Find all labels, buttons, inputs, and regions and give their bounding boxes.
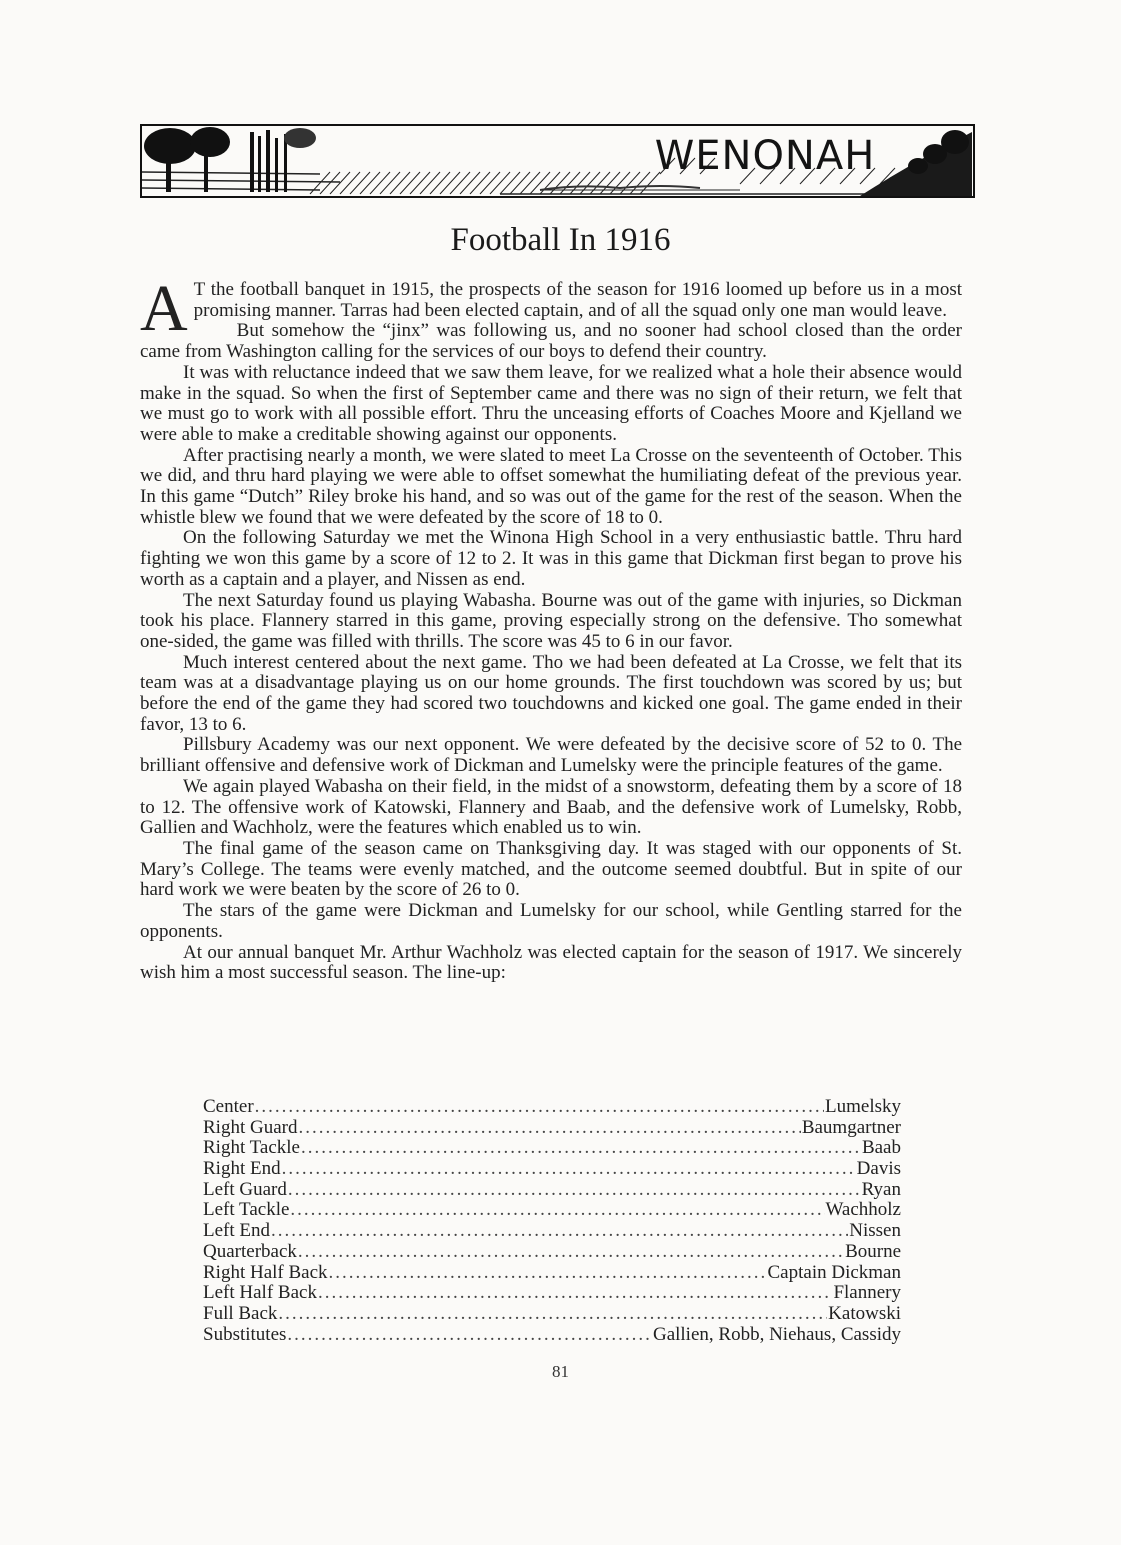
lineup-player: Captain Dickman — [767, 1261, 901, 1283]
lineup-position: Left Half Back — [203, 1282, 317, 1304]
lineup-position: Left End — [203, 1220, 271, 1242]
lineup-position: Left Guard — [203, 1178, 287, 1200]
paragraph-12: At our annual banquet Mr. Arthur Wachholz was elected captain for the season of 1917. We sincerely wish him a most successful season. The line-up: — [140, 941, 962, 984]
paragraph-6: The next Saturday found us playing Wabasha. Bourne was out of the game with injuries, so Dickman took his place. Flannery starred in this game, proving especially strong on the defensive. Tho somewhat one-sided, the game was filled with thrills. The score was 45 to 6 in our favor. — [140, 589, 962, 652]
paragraph-7: Much interest centered about the next game. Tho we had been defeated at La Crosse, we felt that its team was at a disadvantage playing us on our home grounds. The first touchdown was scored by us; but before the end of the game they had scored two touchdowns and kicked one goal. The game ended in their favor, 13 to 6. — [140, 651, 962, 735]
lineup-player: Baab — [861, 1137, 901, 1159]
lineup-row — [203, 1242, 901, 1263]
lineup-player: Katowski — [828, 1302, 901, 1324]
paragraph-10: The final game of the season came on Thanksgiving day. It was staged with our opponents of St. Mary’s College. The teams were evenly matched, and the outcome seemed doubtful. But in spite of our hard work we were beaten by the score of 26 to 0. — [140, 837, 962, 901]
lineup-position: Left Tackle — [203, 1199, 290, 1221]
paragraph-9: We again played Wabasha on their field, in the midst of a snowstorm, defeating them by a score of 18 to 12. The offensive work of Katowski, Flannery and Baab, and the defensive work of Lumelsky, Robb, Gallien and Wachholz, were the features which enabled us to win. — [140, 775, 962, 839]
lineup-player: Gallien, Robb, Niehaus, Cassidy — [652, 1323, 901, 1345]
lineup-position: Right Guard — [203, 1116, 298, 1138]
paragraph-4: After practising nearly a month, we were slated to meet La Crosse on the seventeenth of October. This we did, and thru hard playing we were able to offset somewhat the humiliating defeat of the previous year. In this game “Dutch” Riley broke his hand, and so was out of the game for the rest of the season. When the whistle blew we found that we were defeated by the score of 18 to 0. — [140, 444, 962, 528]
page-number: 81 — [552, 1362, 569, 1381]
banner-title: WENONAH — [654, 133, 876, 179]
lineup-position: Right Tackle — [203, 1137, 300, 1159]
lineup-row — [203, 1159, 901, 1180]
drop-cap: A — [140, 272, 188, 345]
lineup-position: Right Half Back — [203, 1261, 328, 1283]
lineup-player: Davis — [856, 1158, 901, 1180]
article-body — [140, 272, 962, 984]
header-banner — [140, 124, 975, 198]
lineup-row — [203, 1283, 901, 1304]
paragraph-5: On the following Saturday we met the Winona High School in a very enthusiastic battle. Thru hard fighting we won this game by a score of 12 to 2. It was in this game that Dickman first began to prove his worth as a captain and a player, and Nissen as end. — [140, 527, 962, 590]
lineup-row — [203, 1097, 901, 1118]
lineup-player: Lumelsky — [825, 1096, 901, 1117]
lineup-row — [203, 1200, 901, 1221]
lineup-position: Center — [203, 1096, 254, 1117]
lineup-row — [203, 1118, 901, 1139]
lineup-row — [203, 1263, 901, 1284]
lineup-player: Nissen — [849, 1220, 901, 1242]
lineup-list — [203, 1097, 901, 1345]
lineup-player: Baumgartner — [801, 1116, 901, 1138]
lineup-row — [203, 1221, 901, 1242]
lineup-player: Wachholz — [825, 1199, 901, 1221]
lineup-row — [203, 1325, 901, 1346]
paragraph-1: A T the football banquet in 1915, the prospects of the season for 1916 loomed up before us in a most promising manner. Tarras had been elected captain, and of all the squad only one man would leave. — [140, 272, 962, 345]
paragraph-2: But somehow the “jinx” was following us, and no sooner had school closed than the order came from Washington calling for the services of our boys to defend their country. — [140, 320, 962, 363]
lineup-player: Bourne — [845, 1240, 901, 1262]
article-title: Football In 1916 — [450, 222, 671, 258]
paragraph-8: Pillsbury Academy was our next opponent. We were defeated by the decisive score of 52 to 0. The brilliant offensive and defensive work of Dickman and Lumelsky were the principle features of the game. — [140, 734, 962, 777]
lineup-position: Right End — [203, 1158, 281, 1180]
lineup-row — [203, 1180, 901, 1201]
lineup-row — [203, 1304, 901, 1325]
paragraph-3: It was with reluctance indeed that we saw them leave, for we realized what a hole their absence would make in the squad. So when the first of September came and there was no sign of their return, we felt that we must go to work with all possible effort. Thru the unceasing efforts of Coaches Moore and Kjelland we were able to make a creditable showing against our opponents. — [140, 361, 962, 445]
lineup-player: Ryan — [861, 1178, 901, 1200]
lineup-row — [203, 1138, 901, 1159]
lineup-position: Full Back — [203, 1302, 278, 1324]
lineup-position: Substitutes — [203, 1323, 287, 1345]
lineup-position: Quarterback — [203, 1240, 297, 1262]
lineup-player: Flannery — [833, 1282, 901, 1304]
paragraph-11: The stars of the game were Dickman and Lumelsky for our school, while Gentling starred for the opponents. — [140, 900, 962, 942]
